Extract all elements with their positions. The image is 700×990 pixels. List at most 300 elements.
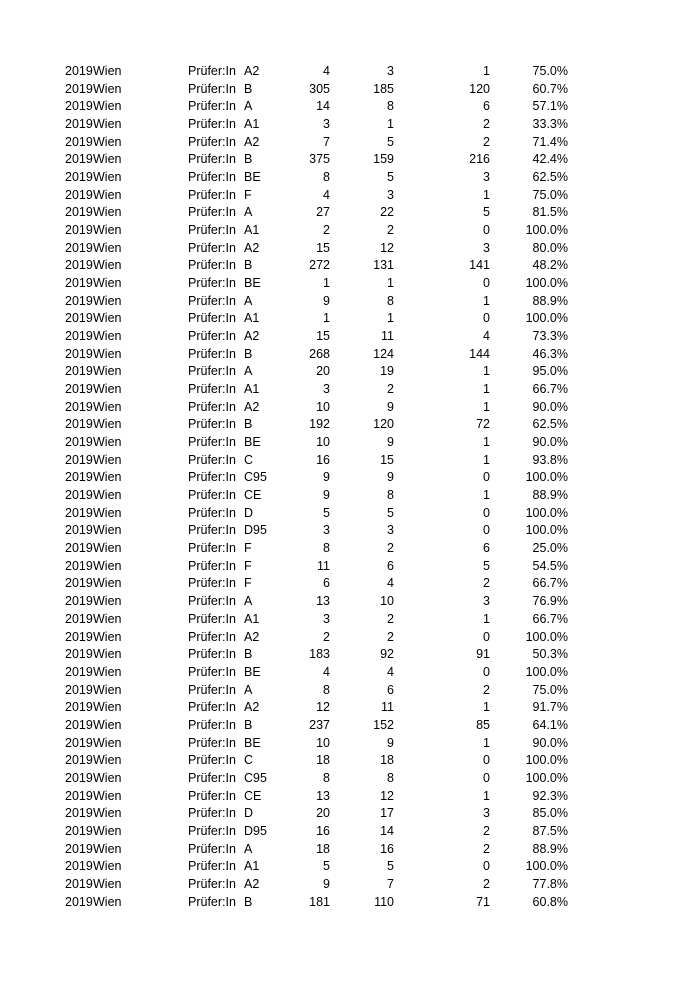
failed-count-cell: 91: [476, 647, 490, 662]
failed-count-cell: 0: [483, 664, 490, 679]
role-cell: Prüfer:In: [188, 205, 236, 220]
total-count-cell: 18: [316, 753, 330, 768]
year-cell: 2019: [65, 329, 93, 344]
total-count-cell: 10: [316, 399, 330, 414]
failed-count-cell: 0: [483, 223, 490, 238]
passed-count-cell: 2: [387, 611, 394, 626]
role-cell: Prüfer:In: [188, 311, 236, 326]
year-cell: 2019: [65, 258, 93, 273]
passed-count-cell: 4: [387, 576, 394, 591]
total-count-cell: 183: [309, 647, 330, 662]
table-row: [0, 611, 700, 629]
passed-count-cell: 16: [380, 841, 394, 856]
passed-count-cell: 3: [387, 64, 394, 78]
license-class-cell: A2: [244, 629, 260, 644]
city-cell: Wien: [93, 876, 122, 891]
table-row: [0, 98, 700, 116]
total-count-cell: 4: [323, 64, 330, 78]
failed-count-cell: 3: [483, 594, 490, 609]
pass-rate-cell: 87.5%: [532, 823, 568, 838]
city-cell: Wien: [93, 240, 122, 255]
table-row: [0, 735, 700, 753]
year-cell: 2019: [65, 276, 93, 291]
license-class-cell: C95: [244, 470, 267, 485]
year-cell: 2019: [65, 293, 93, 308]
city-cell: Wien: [93, 682, 122, 697]
total-count-cell: 3: [323, 382, 330, 397]
pass-rate-cell: 100.0%: [525, 223, 568, 238]
city-cell: Wien: [93, 558, 122, 573]
total-count-cell: 9: [323, 470, 330, 485]
license-class-cell: A1: [244, 382, 260, 397]
year-cell: 2019: [65, 753, 93, 768]
city-cell: Wien: [93, 894, 122, 909]
passed-count-cell: 12: [380, 240, 394, 255]
passed-count-cell: 159: [373, 152, 394, 167]
total-count-cell: 15: [316, 329, 330, 344]
passed-count-cell: 8: [387, 99, 394, 114]
city-cell: Wien: [93, 276, 122, 291]
city-cell: Wien: [93, 717, 122, 732]
year-cell: 2019: [65, 205, 93, 220]
year-cell: 2019: [65, 488, 93, 503]
table-row: [0, 222, 700, 240]
failed-count-cell: 1: [483, 293, 490, 308]
year-cell: 2019: [65, 682, 93, 697]
passed-count-cell: 19: [380, 364, 394, 379]
city-cell: Wien: [93, 417, 122, 432]
table-row: [0, 469, 700, 487]
license-class-cell: CE: [244, 488, 262, 503]
year-cell: 2019: [65, 735, 93, 750]
passed-count-cell: 15: [380, 452, 394, 467]
pass-rate-cell: 85.0%: [532, 806, 568, 821]
license-class-cell: A2: [244, 329, 260, 344]
license-class-cell: A: [244, 205, 253, 220]
license-class-cell: A1: [244, 223, 260, 238]
total-count-cell: 3: [323, 523, 330, 538]
year-cell: 2019: [65, 470, 93, 485]
license-class-cell: CE: [244, 788, 262, 803]
pass-rate-cell: 76.9%: [532, 594, 568, 609]
city-cell: Wien: [93, 311, 122, 326]
city-cell: Wien: [93, 576, 122, 591]
pass-rate-cell: 88.9%: [532, 488, 568, 503]
passed-count-cell: 8: [387, 293, 394, 308]
failed-count-cell: 0: [483, 770, 490, 785]
pass-rate-cell: 42.4%: [532, 152, 568, 167]
passed-count-cell: 1: [387, 276, 394, 291]
role-cell: Prüfer:In: [188, 276, 236, 291]
pass-rate-cell: 100.0%: [525, 753, 568, 768]
license-class-cell: B: [244, 417, 253, 432]
failed-count-cell: 1: [483, 700, 490, 715]
role-cell: Prüfer:In: [188, 117, 236, 132]
license-class-cell: B: [244, 894, 253, 909]
city-cell: Wien: [93, 205, 122, 220]
pass-rate-cell: 75.0%: [532, 64, 568, 78]
total-count-cell: 7: [323, 134, 330, 149]
license-class-cell: B: [244, 152, 253, 167]
role-cell: Prüfer:In: [188, 329, 236, 344]
role-cell: Prüfer:In: [188, 187, 236, 202]
license-class-cell: A: [244, 682, 253, 697]
year-cell: 2019: [65, 523, 93, 538]
license-class-cell: D95: [244, 823, 267, 838]
license-class-cell: A: [244, 841, 253, 856]
pass-rate-cell: 90.0%: [532, 435, 568, 450]
year-cell: 2019: [65, 117, 93, 132]
city-cell: Wien: [93, 134, 122, 149]
failed-count-cell: 0: [483, 753, 490, 768]
city-cell: Wien: [93, 806, 122, 821]
table-row: [0, 363, 700, 381]
city-cell: Wien: [93, 629, 122, 644]
total-count-cell: 20: [316, 806, 330, 821]
table-row: [0, 240, 700, 258]
passed-count-cell: 9: [387, 470, 394, 485]
year-cell: 2019: [65, 647, 93, 662]
failed-count-cell: 4: [483, 329, 490, 344]
role-cell: Prüfer:In: [188, 647, 236, 662]
total-count-cell: 9: [323, 488, 330, 503]
city-cell: Wien: [93, 329, 122, 344]
license-class-cell: BE: [244, 276, 261, 291]
failed-count-cell: 5: [483, 558, 490, 573]
table-row: [0, 63, 700, 81]
total-count-cell: 11: [317, 558, 330, 573]
pass-rate-cell: 100.0%: [525, 629, 568, 644]
failed-count-cell: 216: [469, 152, 490, 167]
table-row: [0, 434, 700, 452]
failed-count-cell: 2: [483, 876, 490, 891]
table-row: [0, 505, 700, 523]
table-row: [0, 699, 700, 717]
city-cell: Wien: [93, 770, 122, 785]
passed-count-cell: 4: [387, 664, 394, 679]
pass-rate-cell: 100.0%: [525, 311, 568, 326]
year-cell: 2019: [65, 435, 93, 450]
table-row: [0, 257, 700, 275]
total-count-cell: 12: [316, 700, 330, 715]
failed-count-cell: 2: [483, 576, 490, 591]
pass-rate-cell: 95.0%: [532, 364, 568, 379]
role-cell: Prüfer:In: [188, 134, 236, 149]
city-cell: Wien: [93, 99, 122, 114]
pass-rate-cell: 100.0%: [525, 505, 568, 520]
year-cell: 2019: [65, 170, 93, 185]
failed-count-cell: 3: [483, 806, 490, 821]
license-class-cell: B: [244, 346, 253, 361]
role-cell: Prüfer:In: [188, 505, 236, 520]
passed-count-cell: 1: [387, 117, 394, 132]
city-cell: Wien: [93, 488, 122, 503]
total-count-cell: 272: [309, 258, 330, 273]
role-cell: Prüfer:In: [188, 576, 236, 591]
table-row: [0, 487, 700, 505]
failed-count-cell: 1: [483, 611, 490, 626]
pass-rate-cell: 48.2%: [532, 258, 568, 273]
failed-count-cell: 1: [483, 64, 490, 78]
passed-count-cell: 6: [387, 558, 394, 573]
table-row: [0, 876, 700, 894]
role-cell: Prüfer:In: [188, 682, 236, 697]
role-cell: Prüfer:In: [188, 417, 236, 432]
total-count-cell: 181: [309, 894, 330, 909]
table-row: [0, 841, 700, 859]
city-cell: Wien: [93, 859, 122, 874]
table-row: [0, 346, 700, 364]
license-class-cell: A: [244, 99, 253, 114]
failed-count-cell: 1: [483, 735, 490, 750]
table-row: [0, 134, 700, 152]
total-count-cell: 5: [323, 505, 330, 520]
total-count-cell: 375: [309, 152, 330, 167]
pass-rate-cell: 66.7%: [532, 382, 568, 397]
city-cell: Wien: [93, 700, 122, 715]
role-cell: Prüfer:In: [188, 170, 236, 185]
license-class-cell: A: [244, 293, 253, 308]
role-cell: Prüfer:In: [188, 876, 236, 891]
failed-count-cell: 1: [483, 187, 490, 202]
city-cell: Wien: [93, 346, 122, 361]
role-cell: Prüfer:In: [188, 382, 236, 397]
table-row: [0, 187, 700, 205]
role-cell: Prüfer:In: [188, 81, 236, 96]
total-count-cell: 4: [323, 187, 330, 202]
year-cell: 2019: [65, 223, 93, 238]
passed-count-cell: 6: [387, 682, 394, 697]
pass-rate-cell: 81.5%: [532, 205, 568, 220]
pass-rate-cell: 100.0%: [525, 859, 568, 874]
city-cell: Wien: [93, 594, 122, 609]
passed-count-cell: 120: [373, 417, 394, 432]
role-cell: Prüfer:In: [188, 594, 236, 609]
year-cell: 2019: [65, 700, 93, 715]
year-cell: 2019: [65, 64, 93, 78]
pass-rate-cell: 90.0%: [532, 399, 568, 414]
failed-count-cell: 3: [483, 240, 490, 255]
passed-count-cell: 124: [373, 346, 394, 361]
failed-count-cell: 0: [483, 470, 490, 485]
license-class-cell: B: [244, 81, 253, 96]
license-class-cell: BE: [244, 170, 261, 185]
pass-rate-cell: 62.5%: [532, 170, 568, 185]
failed-count-cell: 1: [483, 399, 490, 414]
passed-count-cell: 152: [373, 717, 394, 732]
pass-rate-cell: 66.7%: [532, 611, 568, 626]
year-cell: 2019: [65, 240, 93, 255]
year-cell: 2019: [65, 594, 93, 609]
passed-count-cell: 17: [380, 806, 394, 821]
city-cell: Wien: [93, 452, 122, 467]
year-cell: 2019: [65, 770, 93, 785]
failed-count-cell: 0: [483, 523, 490, 538]
role-cell: Prüfer:In: [188, 452, 236, 467]
passed-count-cell: 9: [387, 735, 394, 750]
role-cell: Prüfer:In: [188, 717, 236, 732]
year-cell: 2019: [65, 859, 93, 874]
city-cell: Wien: [93, 753, 122, 768]
passed-count-cell: 2: [387, 629, 394, 644]
passed-count-cell: 3: [387, 187, 394, 202]
pass-rate-cell: 46.3%: [532, 346, 568, 361]
failed-count-cell: 141: [469, 258, 490, 273]
license-class-cell: A2: [244, 134, 260, 149]
pass-rate-cell: 91.7%: [532, 700, 568, 715]
year-cell: 2019: [65, 134, 93, 149]
license-class-cell: D95: [244, 523, 267, 538]
license-class-cell: B: [244, 717, 253, 732]
pass-rate-cell: 64.1%: [532, 717, 568, 732]
failed-count-cell: 1: [483, 788, 490, 803]
table-row: [0, 328, 700, 346]
year-cell: 2019: [65, 99, 93, 114]
license-class-cell: A1: [244, 311, 260, 326]
total-count-cell: 14: [316, 99, 330, 114]
role-cell: Prüfer:In: [188, 223, 236, 238]
table-row: [0, 116, 700, 134]
pass-rate-cell: 75.0%: [532, 187, 568, 202]
city-cell: Wien: [93, 170, 122, 185]
year-cell: 2019: [65, 611, 93, 626]
city-cell: Wien: [93, 664, 122, 679]
total-count-cell: 4: [323, 664, 330, 679]
pass-rate-cell: 100.0%: [525, 276, 568, 291]
table-row: [0, 81, 700, 99]
license-class-cell: A1: [244, 611, 260, 626]
role-cell: Prüfer:In: [188, 700, 236, 715]
license-class-cell: D: [244, 505, 254, 520]
license-class-cell: A2: [244, 399, 260, 414]
total-count-cell: 305: [309, 81, 330, 96]
table-row: [0, 682, 700, 700]
year-cell: 2019: [65, 664, 93, 679]
city-cell: Wien: [93, 470, 122, 485]
table-row: [0, 540, 700, 558]
role-cell: Prüfer:In: [188, 346, 236, 361]
license-class-cell: BE: [244, 735, 261, 750]
passed-count-cell: 8: [387, 488, 394, 503]
pass-rate-cell: 100.0%: [525, 523, 568, 538]
total-count-cell: 8: [323, 682, 330, 697]
passed-count-cell: 3: [387, 523, 394, 538]
total-count-cell: 2: [323, 223, 330, 238]
role-cell: Prüfer:In: [188, 735, 236, 750]
license-class-cell: C: [244, 753, 254, 768]
table-row: [0, 752, 700, 770]
license-class-cell: F: [244, 541, 252, 556]
total-count-cell: 5: [323, 859, 330, 874]
failed-count-cell: 85: [476, 717, 490, 732]
pass-rate-cell: 90.0%: [532, 735, 568, 750]
city-cell: Wien: [93, 364, 122, 379]
passed-count-cell: 5: [387, 859, 394, 874]
city-cell: Wien: [93, 117, 122, 132]
failed-count-cell: 1: [483, 364, 490, 379]
pass-rate-cell: 88.9%: [532, 293, 568, 308]
role-cell: Prüfer:In: [188, 859, 236, 874]
license-class-cell: A1: [244, 859, 260, 874]
failed-count-cell: 1: [483, 452, 490, 467]
total-count-cell: 10: [316, 435, 330, 450]
passed-count-cell: 9: [387, 435, 394, 450]
passed-count-cell: 5: [387, 134, 394, 149]
role-cell: Prüfer:In: [188, 541, 236, 556]
failed-count-cell: 0: [483, 276, 490, 291]
year-cell: 2019: [65, 558, 93, 573]
pass-rate-cell: 100.0%: [525, 770, 568, 785]
year-cell: 2019: [65, 382, 93, 397]
failed-count-cell: 71: [476, 894, 490, 909]
passed-count-cell: 8: [387, 770, 394, 785]
city-cell: Wien: [93, 64, 122, 78]
city-cell: Wien: [93, 647, 122, 662]
table-row: [0, 452, 700, 470]
pass-rate-cell: 77.8%: [532, 876, 568, 891]
pass-rate-cell: 25.0%: [532, 541, 568, 556]
failed-count-cell: 1: [483, 382, 490, 397]
failed-count-cell: 120: [469, 81, 490, 96]
city-cell: Wien: [93, 223, 122, 238]
total-count-cell: 8: [323, 170, 330, 185]
year-cell: 2019: [65, 81, 93, 96]
city-cell: Wien: [93, 293, 122, 308]
role-cell: Prüfer:In: [188, 258, 236, 273]
total-count-cell: 8: [323, 541, 330, 556]
passed-count-cell: 22: [380, 205, 394, 220]
spreadsheet-table: [0, 63, 700, 911]
city-cell: Wien: [93, 382, 122, 397]
table-row: [0, 522, 700, 540]
year-cell: 2019: [65, 894, 93, 909]
city-cell: Wien: [93, 399, 122, 414]
year-cell: 2019: [65, 505, 93, 520]
total-count-cell: 27: [316, 205, 330, 220]
license-class-cell: A: [244, 594, 253, 609]
license-class-cell: A: [244, 364, 253, 379]
city-cell: Wien: [93, 505, 122, 520]
passed-count-cell: 10: [380, 594, 394, 609]
city-cell: Wien: [93, 541, 122, 556]
total-count-cell: 15: [316, 240, 330, 255]
role-cell: Prüfer:In: [188, 664, 236, 679]
total-count-cell: 3: [323, 117, 330, 132]
pass-rate-cell: 75.0%: [532, 682, 568, 697]
table-row: [0, 629, 700, 647]
passed-count-cell: 18: [380, 753, 394, 768]
year-cell: 2019: [65, 806, 93, 821]
year-cell: 2019: [65, 452, 93, 467]
license-class-cell: A2: [244, 64, 260, 78]
table-row: [0, 823, 700, 841]
passed-count-cell: 12: [380, 788, 394, 803]
failed-count-cell: 1: [483, 435, 490, 450]
city-cell: Wien: [93, 81, 122, 96]
failed-count-cell: 6: [483, 99, 490, 114]
city-cell: Wien: [93, 788, 122, 803]
role-cell: Prüfer:In: [188, 523, 236, 538]
failed-count-cell: 0: [483, 859, 490, 874]
city-cell: Wien: [93, 152, 122, 167]
license-class-cell: A2: [244, 876, 260, 891]
pass-rate-cell: 60.8%: [532, 894, 568, 909]
role-cell: Prüfer:In: [188, 64, 236, 78]
year-cell: 2019: [65, 576, 93, 591]
passed-count-cell: 2: [387, 382, 394, 397]
city-cell: Wien: [93, 435, 122, 450]
license-class-cell: C95: [244, 770, 267, 785]
